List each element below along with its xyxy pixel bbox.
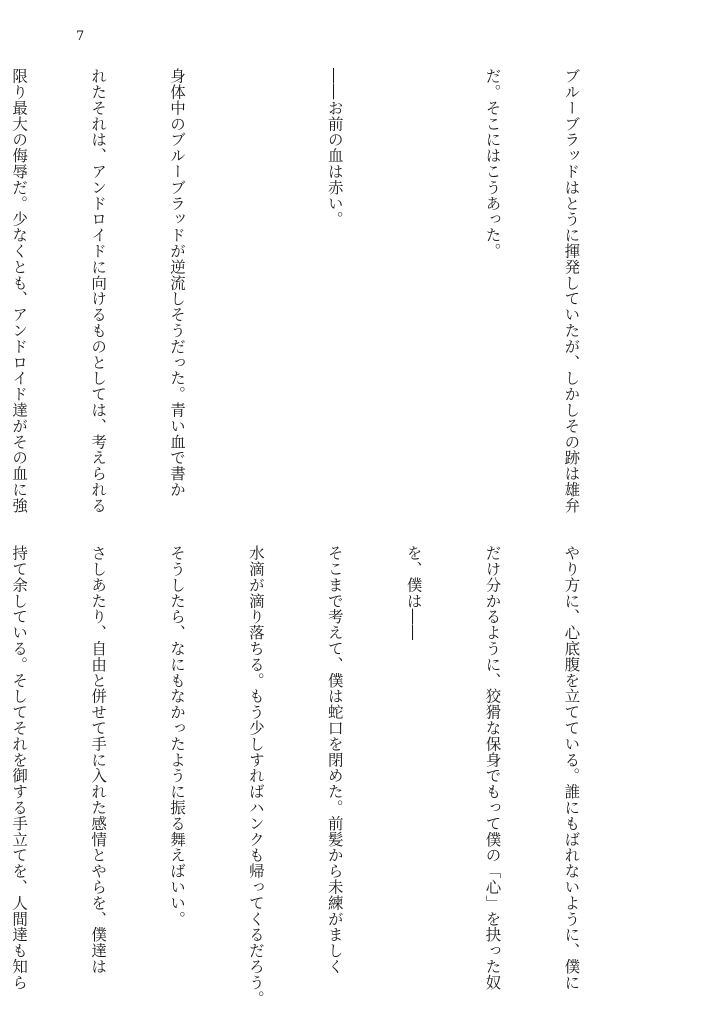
text-line: ブルーブラッドはとうに揮発していたが、しかしその跡は雄弁	[562, 68, 581, 514]
blank-line	[243, 68, 269, 508]
text-line: だ。そこにはこうあった。	[483, 68, 502, 259]
upper-text-block	[10, 68, 637, 514]
text-line: 身体中のブルーブラッドが逆流しそうだった。青い血で書か	[167, 68, 186, 498]
text-line: そうしたら、なにもなかったように振る舞えばいい。	[167, 545, 186, 927]
text-line: ――お前の血は赤い。	[325, 68, 344, 227]
page-number: 7	[76, 29, 85, 44]
text-line: 限り最大の侮辱だ。少なくとも、アンドロイド達がその血に強	[10, 68, 29, 514]
text-line: を、僕は――	[404, 545, 423, 641]
text-line: さしあたり、自由と併せて手に入れた感情とやらを、僕達は	[89, 545, 108, 975]
blank-line	[400, 68, 426, 508]
text-line: だけ分かるように、狡猾な保身でもって僕の「心」を抉った奴	[483, 545, 502, 991]
lower-text-block	[10, 545, 637, 1007]
text-line: れたそれは、アンドロイドに向けるものとしては、考えられる	[89, 68, 108, 514]
text-line: 水滴が滴り落ちる。もう少しすればハンクも帰ってくるだろう。	[246, 545, 265, 1007]
text-line: そこまで考えて、僕は蛇口を閉めた。前髪から未練がましく	[325, 545, 344, 975]
text-line: やり方に、心底腹を立てている。誰にもばれないように、僕に	[562, 545, 581, 991]
text-line: 持て余している。そしてそれを御する手立てを、人間達も知ら	[10, 545, 29, 991]
